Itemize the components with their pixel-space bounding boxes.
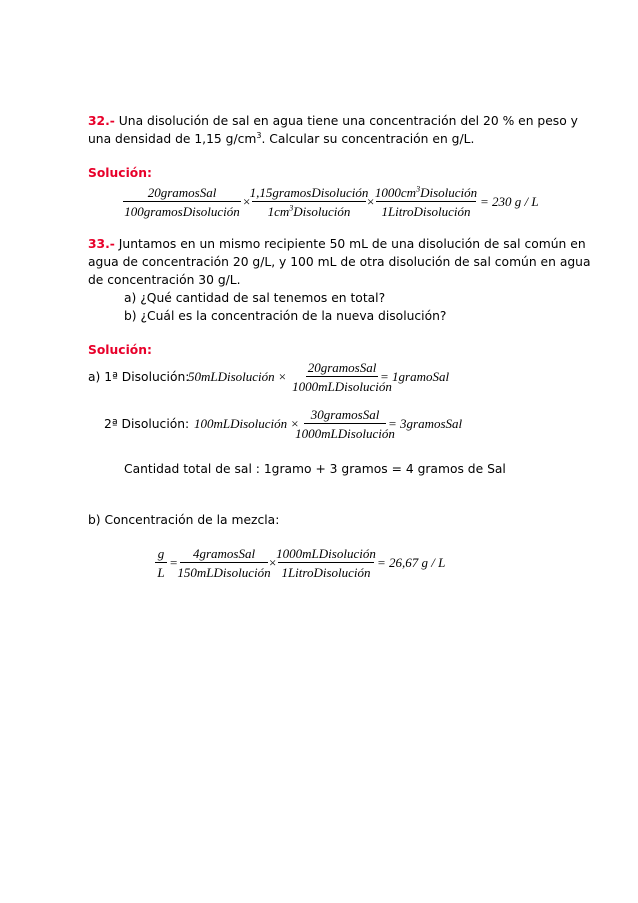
problem-32-statement-line1 [88,114,578,128]
superscript: 3 [256,130,262,140]
problem-33-text-1: Juntamos en un mismo recipiente 50 mL de una disolución de sal común en [114,237,586,251]
superscript: 3 [416,184,421,194]
disolucion-2-result: = 3gramosSal [388,416,463,431]
problem-32-statement-line2 [88,132,474,146]
problem-32-text-2b: . Calcular su concentración en g/L. [261,132,475,146]
p32-fraction-2-denominator [268,204,351,219]
p32-f3-num-a: 1000cm [374,185,417,200]
disolucion-2-numerator: 30gramosSal [310,407,380,422]
disolucion-1-result: = 1gramoSal [380,369,450,384]
problem-33-statement-line2: agua de concentración 20 g/L, y 100 mL de otra disolución de sal común en agua [88,255,591,269]
mix-fraction-2-numerator: 1000mLDisolución [276,546,376,561]
p32-fraction-2-numerator: 1,15gramosDisolución [249,185,369,200]
times-sign: × [367,194,375,209]
mix-fraction-1 [177,546,271,580]
mix-fraction-1-denominator: 150mLDisolución [177,565,271,580]
p32-fraction-1 [123,185,241,219]
problem-33-number: 33.- [88,237,115,251]
mix-result: = 26,67 g / L [377,555,446,570]
disolucion-2-label: 2ª Disolución: [104,417,190,431]
problem-32-text-2a: una densidad de 1,15 g/cm [88,132,257,146]
problem-33-solution-label: Solución: [88,343,152,357]
disolucion-2-fraction [295,407,395,441]
mix-fraction-2 [278,546,374,580]
p32-f2-den-b: Disolución [293,204,351,219]
p32-result: = 230 g / L [480,194,539,209]
equals-sign: = [170,555,178,570]
total-sal: Cantidad total de sal : 1gramo + 3 gramos = 4 gramos de Sal [124,462,506,476]
p32-fraction-1-denominator: 100gramosDisolución [124,204,240,219]
disolucion-1-lhs: 50mLDisolución × [188,369,287,384]
fraction-bar [155,562,167,563]
problem-32-number: 32.- [88,114,115,128]
disolucion-2-denominator: 1000mLDisolución [295,426,395,441]
fraction-bar [180,562,268,563]
superscript: 3 [289,203,294,213]
problem-32-text-1: Una disolución de sal en agua tiene una concentración del 20 % en peso y [114,114,578,128]
p32-fraction-3-denominator: 1LitroDisolución [381,204,471,219]
times-sign: × [269,555,277,570]
fraction-bar [306,376,378,377]
disolucion-1-numerator: 20gramosSal [307,360,377,375]
fraction-bar [278,562,374,563]
mix-fraction-2-denominator: 1LitroDisolución [281,565,371,580]
problem-33-statement-line3: de concentración 30 g/L. [88,273,241,287]
g-symbol: g [157,546,165,561]
fraction-bar [376,201,476,202]
mix-fraction-1-numerator: 4gramosSal [192,546,256,561]
disolucion-1-fraction [292,360,392,394]
p32-fraction-2 [249,185,369,219]
p32-f3-num-b: Disolución [420,185,478,200]
part-b-label: b) Concentración de la mezcla: [88,513,280,527]
g-over-L [155,546,167,580]
disolucion-1-denominator: 1000mLDisolución [292,379,392,394]
L-symbol: L [157,565,165,580]
p32-fraction-3-numerator [375,185,477,200]
fraction-bar [304,423,386,424]
p32-f2-den-a: 1cm [267,204,290,219]
fraction-bar [123,201,241,202]
question-a: a) ¿Qué cantidad de sal tenemos en total? [124,291,386,305]
p32-fraction-3 [376,185,476,219]
disolucion-1-label: a) 1ª Disolución: [88,370,190,384]
problem-33-statement-line1 [88,237,586,251]
fraction-bar [252,201,366,202]
question-b: b) ¿Cuál es la concentración de la nueva disolución? [124,309,447,323]
times-sign: × [243,194,251,209]
disolucion-2-lhs: 100mLDisolución × [194,416,300,431]
problem-32-solution-label: Solución: [88,166,152,180]
p32-fraction-1-numerator: 20gramosSal [147,185,217,200]
